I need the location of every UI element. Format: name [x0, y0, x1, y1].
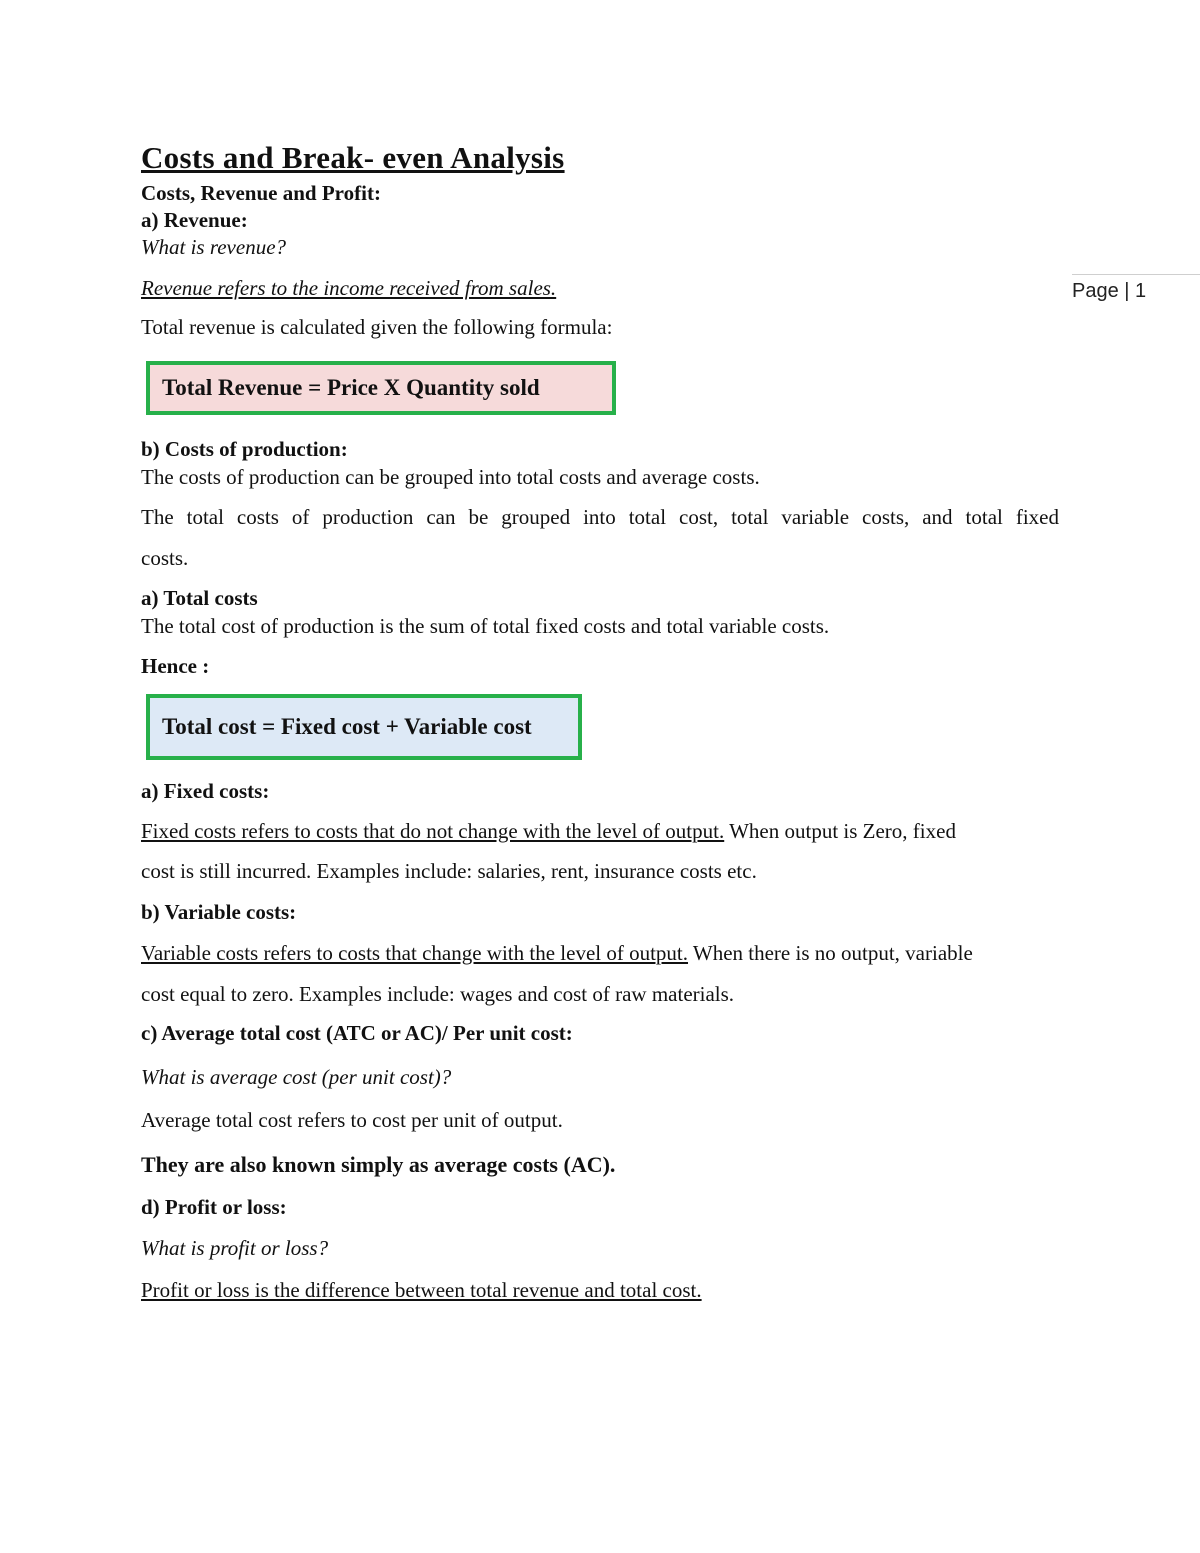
- variable-costs-heading: b) Variable costs:: [141, 900, 297, 924]
- variable-costs-line1-rest: When there is no output, variable: [688, 941, 973, 965]
- section-heading: Costs, Revenue and Profit:: [141, 181, 381, 205]
- fixed-costs-line1-rest: When output is Zero, fixed: [724, 819, 956, 843]
- document-title: Costs and Break- even Analysis: [141, 140, 565, 175]
- fixed-costs-line1: [141, 819, 956, 844]
- variable-costs-line2: cost equal to zero. Examples include: wages and cost of raw materials.: [141, 982, 735, 1006]
- profit-question: What is profit or loss?: [141, 1236, 329, 1260]
- page-number: Page | 1: [1072, 280, 1147, 302]
- hence-label: Hence :: [141, 654, 210, 678]
- costs-of-production-line1: The costs of production can be grouped into total costs and average costs.: [141, 465, 760, 489]
- profit-heading: d) Profit or loss:: [141, 1195, 287, 1219]
- total-costs-heading: a) Total costs: [141, 586, 258, 610]
- costs-of-production-heading: b) Costs of production:: [141, 437, 348, 461]
- total-cost-formula: Total cost = Fixed cost + Variable cost: [162, 714, 532, 739]
- revenue-formula-intro: Total revenue is calculated given the following formula:: [141, 315, 613, 339]
- average-cost-heading: c) Average total cost (ATC or AC)/ Per unit cost:: [141, 1021, 573, 1045]
- average-cost-note: They are also known simply as average costs (AC).: [141, 1152, 616, 1177]
- revenue-definition: Revenue refers to the income received from sales.: [141, 276, 557, 300]
- variable-costs-line1: [141, 941, 973, 966]
- costs-of-production-line2b: costs.: [141, 546, 189, 570]
- fixed-costs-definition: Fixed costs refers to costs that do not change with the level of output.: [141, 819, 725, 843]
- profit-definition: Profit or loss is the difference between total revenue and total cost.: [141, 1278, 702, 1302]
- revenue-question: What is revenue?: [141, 235, 287, 259]
- costs-of-production-line2a: The total costs of production can be grouped into total cost, total variable costs, and total fixed: [141, 505, 1059, 529]
- fixed-costs-line2: cost is still incurred. Examples include: salaries, rent, insurance costs etc.: [141, 859, 757, 883]
- total-revenue-formula: Total Revenue = Price X Quantity sold: [162, 375, 540, 400]
- average-cost-definition: Average total cost refers to cost per unit of output.: [141, 1108, 563, 1132]
- fixed-costs-heading: a) Fixed costs:: [141, 779, 270, 803]
- header-rule: [1072, 274, 1200, 275]
- average-cost-question: What is average cost (per unit cost)?: [141, 1065, 452, 1089]
- total-costs-text: The total cost of production is the sum of total fixed costs and total variable costs.: [141, 614, 830, 638]
- variable-costs-definition: Variable costs refers to costs that change with the level of output.: [141, 941, 689, 965]
- revenue-heading: a) Revenue:: [141, 208, 248, 232]
- total-cost-formula-box: [146, 694, 582, 760]
- total-revenue-formula-box: [146, 361, 616, 415]
